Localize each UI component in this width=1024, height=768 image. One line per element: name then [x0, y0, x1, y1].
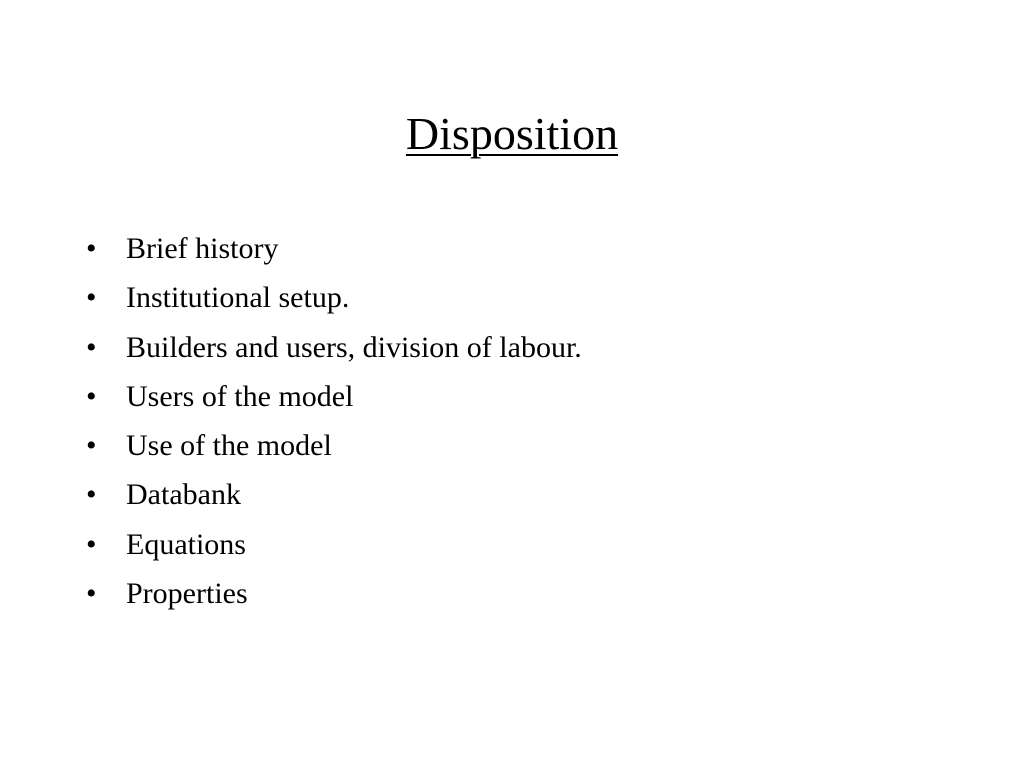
bullet-list — [86, 226, 582, 620]
list-item-text: Properties — [126, 577, 248, 611]
bullet-icon: • — [86, 577, 97, 611]
bullet-icon: • — [86, 478, 97, 512]
list-item — [86, 571, 582, 620]
list-item — [86, 226, 582, 275]
list-item-text: Use of the model — [126, 429, 332, 463]
list-item-text: Institutional setup. — [126, 281, 350, 315]
list-item — [86, 325, 582, 374]
list-item — [86, 522, 582, 571]
list-item — [86, 374, 582, 423]
bullet-icon: • — [86, 281, 97, 315]
bullet-icon: • — [86, 330, 97, 364]
list-item-text: Users of the model — [126, 379, 354, 413]
bullet-icon: • — [86, 527, 97, 561]
bullet-icon: • — [86, 232, 97, 265]
bullet-icon: • — [86, 379, 97, 413]
list-item-text: Databank — [126, 478, 241, 512]
list-item-text: Builders and users, division of labour. — [126, 330, 582, 364]
slide-title: Disposition — [405, 108, 619, 159]
list-item — [86, 275, 582, 324]
list-item-text: Equations — [126, 527, 246, 561]
list-item — [86, 423, 582, 472]
bullet-icon: • — [86, 429, 97, 463]
list-item — [86, 472, 582, 521]
list-item-text: Brief history — [126, 232, 279, 265]
